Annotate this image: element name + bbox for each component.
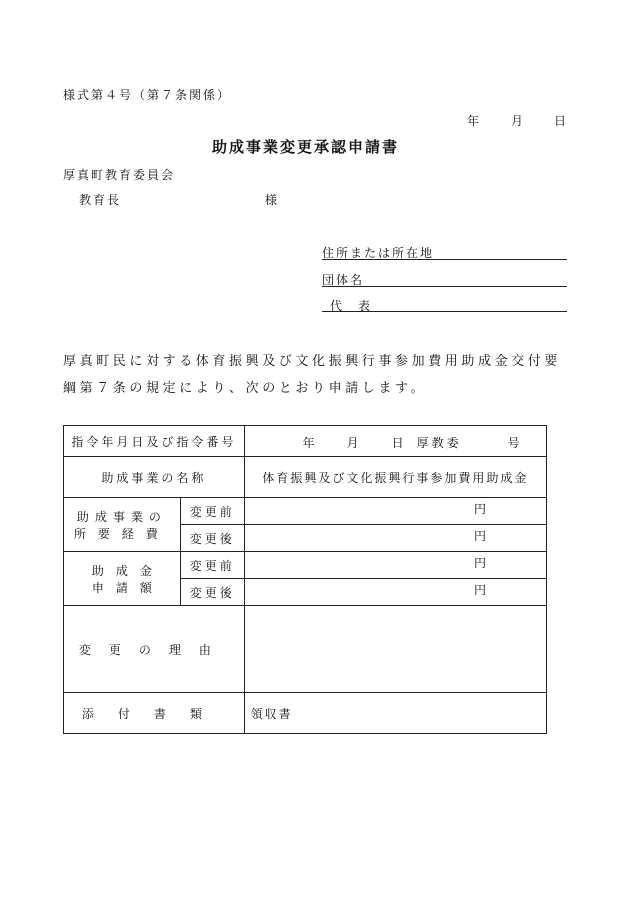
table-row-attachments (64, 693, 547, 734)
expenses-after-value (244, 525, 546, 552)
applicant-rep-line (322, 311, 567, 312)
table-row-project-name (64, 457, 547, 498)
date-month-label: 月 (511, 114, 524, 128)
order-info-label: 指令年月日及び指令番号 (64, 426, 245, 457)
application-table (63, 425, 547, 734)
expenses-after-label: 変更後 (180, 525, 244, 552)
grant-after-label: 変更後 (180, 579, 244, 606)
grant-after-value (244, 579, 546, 606)
expenses-before-label: 変更前 (180, 498, 244, 525)
reason-value (244, 606, 546, 693)
order-info-value: 年 月 日 厚教委 号 (244, 426, 546, 457)
project-name-value: 体育振興及び文化振興行事参加費用助成金 (244, 457, 546, 498)
grant-after-unit: 円 (473, 583, 486, 597)
applicant-address-line (322, 259, 567, 260)
expenses-after-unit: 円 (473, 529, 486, 543)
reason-label: 変更の理由 (64, 606, 245, 693)
applicant-rep-label: 代 表 (330, 299, 373, 313)
grant-before-unit: 円 (473, 556, 486, 570)
grant-label: 助 成 金 申 請 額 (64, 552, 181, 606)
date-day-label: 日 (554, 114, 567, 128)
project-name-label: 助成事業の名称 (64, 457, 245, 498)
body-text-line2: 綱第７条の規定により、次のとおり申請します。 (63, 381, 428, 396)
expenses-before-value (244, 498, 546, 525)
applicant-group-line (322, 286, 567, 287)
table-row-grant-before (64, 552, 547, 579)
attachments-label: 添付書類 (64, 693, 245, 734)
grant-before-label: 変更前 (180, 552, 244, 579)
table-row-order-info (64, 426, 547, 457)
expenses-label: 助成事業の 所要経費 (64, 498, 181, 552)
addressee-honorific: 様 (265, 193, 278, 207)
applicant-group-label: 団体名 (322, 273, 365, 287)
table-row-expenses-before (64, 498, 547, 525)
document-title: 助成事業変更承認申請書 (212, 138, 400, 156)
expenses-before-unit: 円 (473, 502, 486, 516)
date-year-label: 年 (467, 114, 480, 128)
applicant-address-label: 住所または所在地 (322, 246, 435, 260)
addressee-organization: 厚真町教育委員会 (63, 168, 176, 182)
table-row-reason (64, 606, 547, 693)
attachments-value: 領収書 (244, 693, 546, 734)
grant-before-value (244, 552, 546, 579)
body-text-line1: 厚真町民に対する体育振興及び文化振興行事参加費用助成金交付要 (63, 354, 562, 369)
form-number: 様式第４号（第７条関係） (63, 88, 232, 102)
addressee-position: 教育長 (79, 193, 122, 207)
